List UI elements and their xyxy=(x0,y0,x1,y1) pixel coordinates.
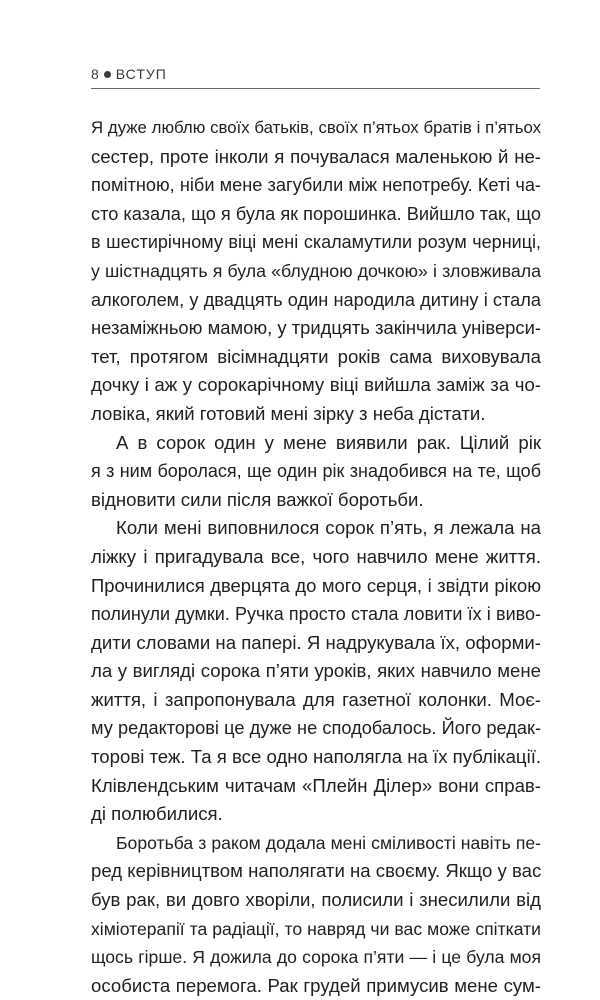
paragraph xyxy=(91,829,541,1000)
text-line: сто казала, що я була як порошинка. Вийшло так, що xyxy=(91,203,541,224)
text-line: торові теж. Та я все одно наполягла на їх публікації. xyxy=(91,746,541,768)
paragraph xyxy=(91,114,541,429)
text-line: особиста перемога. Рак грудей примусив мене сум- xyxy=(91,974,541,996)
text-line: сестер, проте інколи я почувалася маленькою й не- xyxy=(91,145,541,167)
text-line: Я дуже люблю своїх батьків, своїх п’ятьох братів і п’ятьох xyxy=(91,118,541,137)
text-line: ла у вигляді сорока п’яти уроків, яких навчило мене xyxy=(91,660,541,682)
header-rule xyxy=(91,88,540,89)
page-number: 8 xyxy=(91,66,100,82)
text-line: в шестирічному віці мені скаламутили розум черниці, xyxy=(91,232,541,253)
text-line: Боротьба з раком додала мені сміливості навіть пе- xyxy=(116,832,541,853)
text-line: хіміотерапії та радіації, то навряд чи вас може спіткати xyxy=(91,918,541,939)
text-line: му редакторові це дуже не сподобалось. Його редак- xyxy=(91,718,541,739)
text-line: відновити сили після важкої боротьби. xyxy=(91,488,424,510)
text-line: був рак, ви довго хворіли, полисили і знесилили від xyxy=(91,889,541,911)
text-line: Клівлендським читачам «Плейн Ділер» вони справ- xyxy=(91,774,541,796)
bullet-icon xyxy=(104,71,111,78)
text-line: ловіка, який готовий мені зірку з неба дістати. xyxy=(91,402,486,424)
text-line: полинули думки. Ручка просто стала ловити їх і виво- xyxy=(91,604,541,625)
text-line: дити словами на папері. Я надрукувала їх, оформи- xyxy=(91,631,541,653)
text-line: я з ним боролася, ще один рік знадобився на те, щоб xyxy=(91,461,541,482)
text-line: А в сорок один у мене виявили рак. Цілий рік xyxy=(116,431,541,453)
text-line: помітною, ніби мене загубили між непотребу. Кеті ча- xyxy=(91,175,541,196)
text-line: щось гірше. Я дожила до сорока п’яти — і це була моя xyxy=(91,947,541,968)
body-text xyxy=(91,114,541,1000)
paragraph xyxy=(91,514,541,829)
text-line: незаміжньою мамою, у тридцять закінчила універси- xyxy=(91,317,541,339)
text-line: ді полюбилися. xyxy=(91,803,223,825)
text-line: у шістнадцять я була «блудною дочкою» і зловживала xyxy=(91,260,541,281)
text-line: ліжку і пригадувала все, чого навчило мене життя. xyxy=(91,545,541,567)
text-line: Прочинилися дверцята до мого серця, і звідти рікою xyxy=(91,574,541,596)
section-title: ВСТУП xyxy=(115,66,167,82)
text-line: алкоголем, у двадцять один народила дитину і стала xyxy=(91,289,541,310)
text-line: життя, і запропонувала для газетної колонки. Моє- xyxy=(91,688,541,710)
text-line: ред керівництвом наполягати на своєму. Якщо у вас xyxy=(91,860,541,882)
paragraph xyxy=(91,429,541,515)
running-head xyxy=(91,66,167,82)
text-line: тет, протягом вісімнадцяти років сама виховувала xyxy=(91,345,541,367)
text-line: Коли мені виповнилося сорок п’ять, я лежала на xyxy=(116,517,541,539)
text-line: дочку і аж у сорокарічному віці вийшла заміж за чо- xyxy=(91,374,541,396)
